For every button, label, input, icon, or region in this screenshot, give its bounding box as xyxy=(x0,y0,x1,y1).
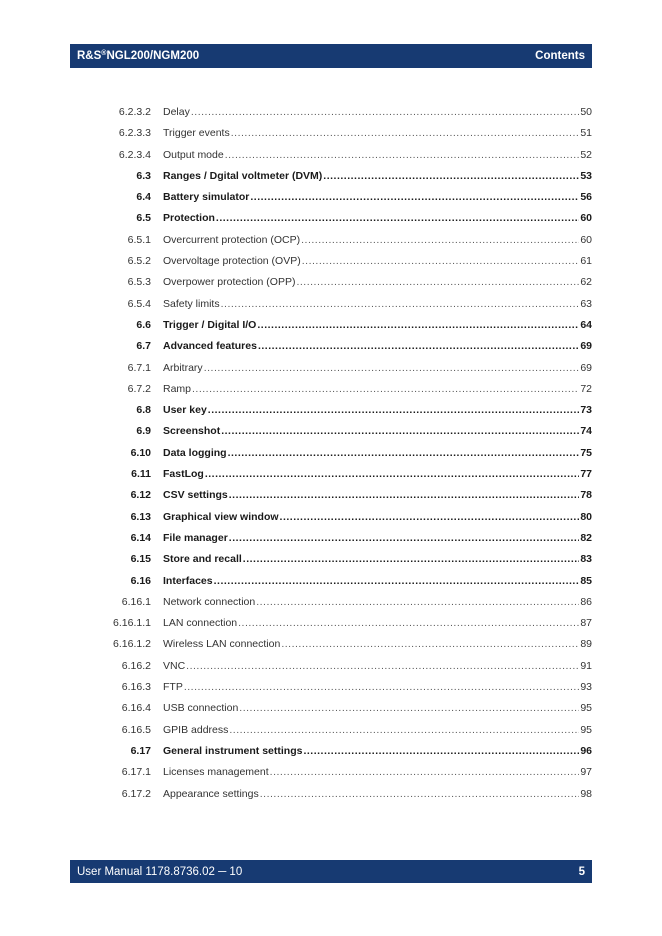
toc-entry[interactable] xyxy=(100,298,592,319)
toc-entry-title[interactable]: LAN connection xyxy=(163,617,238,630)
toc-entry-number: 6.7 xyxy=(136,340,151,353)
toc-entry-title[interactable]: Network connection xyxy=(163,595,256,608)
toc-entry-title[interactable]: Ranges / Dgital voltmeter (DVM) xyxy=(163,169,323,182)
toc-entry-number: 6.8 xyxy=(136,404,151,417)
toc-entry-page[interactable]: 89 xyxy=(580,638,592,651)
toc-entry-title[interactable]: Store and recall xyxy=(163,553,242,566)
toc-entry-page[interactable]: 96 xyxy=(580,744,592,757)
toc-entry-page[interactable]: 56 xyxy=(580,191,592,204)
toc-entry-number: 6.5 xyxy=(136,212,151,225)
toc-entry[interactable] xyxy=(100,681,592,702)
toc-entry-page[interactable]: 75 xyxy=(580,446,592,459)
toc-entry-page[interactable]: 69 xyxy=(580,361,592,374)
manual-label: User Manual 1178.8736.02 ─ 10 xyxy=(77,865,243,878)
toc-entry-title[interactable]: FTP xyxy=(163,681,183,694)
toc-leader-dots xyxy=(323,170,579,182)
toc-entry-number: 6.16 xyxy=(130,574,151,587)
toc-leader-dots xyxy=(296,276,579,288)
toc-entry[interactable] xyxy=(100,383,592,404)
toc-entry-title[interactable]: Overvoltage protection (OVP) xyxy=(163,255,301,268)
toc-entry-number: 6.2.3.2 xyxy=(118,106,151,118)
toc-entry-page[interactable]: 77 xyxy=(580,468,592,481)
toc-leader-dots xyxy=(257,319,579,331)
toc-entry[interactable] xyxy=(100,575,592,596)
toc-entry-page[interactable]: 83 xyxy=(580,553,592,566)
toc-entry-title[interactable]: Screenshot xyxy=(163,425,221,438)
toc-entry-number: 6.2.3.4 xyxy=(118,148,151,161)
toc-entry-number: 6.3 xyxy=(136,169,151,182)
toc-entry-title[interactable]: CSV settings xyxy=(163,489,228,502)
toc-entry-title[interactable]: Overcurrent protection (OCP) xyxy=(163,233,301,246)
table-of-contents xyxy=(100,106,592,809)
toc-entry-page[interactable]: 95 xyxy=(580,723,592,736)
toc-leader-dots xyxy=(270,766,580,778)
toc-entry[interactable] xyxy=(100,170,592,191)
toc-entry-page[interactable]: 91 xyxy=(580,659,592,672)
toc-entry-number: 6.5.4 xyxy=(127,297,151,310)
toc-entry-number: 6.14 xyxy=(130,531,151,544)
toc-entry-title[interactable]: Licenses management xyxy=(163,766,269,779)
toc-leader-dots xyxy=(186,660,579,672)
toc-entry-number: 6.4 xyxy=(136,191,151,204)
toc-entry-page[interactable]: 86 xyxy=(580,595,592,608)
toc-entry-number: 6.5.1 xyxy=(127,233,151,246)
toc-entry-number: 6.12 xyxy=(130,489,151,502)
toc-entry-number: 6.7.2 xyxy=(127,382,151,395)
toc-entry-title[interactable]: Trigger events xyxy=(163,127,230,140)
section-title: Contents xyxy=(535,50,585,62)
toc-entry-page[interactable]: 63 xyxy=(580,297,592,310)
toc-entry[interactable] xyxy=(100,532,592,553)
toc-entry-title[interactable]: Data logging xyxy=(163,446,227,459)
toc-entry-number: 6.5.3 xyxy=(127,276,151,289)
toc-entry-page[interactable]: 73 xyxy=(580,404,592,417)
toc-entry-page[interactable]: 78 xyxy=(580,489,592,502)
toc-entry-page[interactable]: 50 xyxy=(580,106,592,118)
toc-entry-number: 6.16.1 xyxy=(121,595,151,608)
toc-entry[interactable] xyxy=(100,553,592,574)
toc-entry[interactable] xyxy=(100,745,592,766)
toc-entry-title[interactable]: Delay xyxy=(163,106,190,118)
toc-entry[interactable] xyxy=(100,276,592,297)
toc-leader-dots xyxy=(260,788,580,800)
toc-entry-title[interactable]: General instrument settings xyxy=(163,744,303,757)
page-number: 5 xyxy=(578,865,585,878)
toc-leader-dots xyxy=(204,362,580,374)
toc-entry-page[interactable]: 52 xyxy=(580,148,592,161)
toc-entry-page[interactable]: 51 xyxy=(580,127,592,140)
toc-leader-dots xyxy=(216,212,579,224)
toc-entry-page[interactable]: 60 xyxy=(580,212,592,225)
toc-leader-dots xyxy=(280,511,580,523)
toc-leader-dots xyxy=(231,127,580,139)
toc-entry-page[interactable]: 85 xyxy=(580,574,592,587)
toc-entry-title[interactable]: Ramp xyxy=(163,382,192,395)
toc-entry-page[interactable]: 53 xyxy=(580,169,592,182)
toc-entry-page[interactable]: 80 xyxy=(580,510,592,523)
toc-entry-number: 6.6 xyxy=(136,318,151,331)
toc-entry-number: 6.2.3.3 xyxy=(118,127,151,140)
toc-entry-title[interactable]: Overpower protection (OPP) xyxy=(163,276,296,289)
toc-entry[interactable] xyxy=(100,511,592,532)
toc-leader-dots xyxy=(243,553,580,565)
product-title: R&S®NGL200/NGM200 xyxy=(77,50,200,62)
toc-entry-number: 6.9 xyxy=(136,425,151,438)
toc-leader-dots xyxy=(238,617,579,629)
toc-entry[interactable] xyxy=(100,362,592,383)
toc-entry-number: 6.7.1 xyxy=(127,361,151,374)
toc-leader-dots xyxy=(191,106,579,118)
toc-entry[interactable] xyxy=(100,638,592,659)
toc-leader-dots xyxy=(205,468,579,480)
toc-entry-title[interactable]: VNC xyxy=(163,659,186,672)
toc-leader-dots xyxy=(184,681,579,693)
toc-leader-dots xyxy=(229,724,579,736)
toc-entry[interactable] xyxy=(100,404,592,425)
toc-leader-dots xyxy=(214,575,580,587)
toc-entry[interactable] xyxy=(100,766,592,787)
toc-leader-dots xyxy=(302,255,580,267)
toc-entry[interactable] xyxy=(100,106,592,127)
toc-entry-number: 6.16.2 xyxy=(121,659,151,672)
toc-entry-number: 6.16.1.1 xyxy=(113,617,151,630)
toc-entry-page[interactable]: 69 xyxy=(580,340,592,353)
toc-leader-dots xyxy=(229,489,580,501)
toc-entry-number: 6.17.1 xyxy=(121,766,151,779)
toc-leader-dots xyxy=(221,298,580,310)
toc-leader-dots xyxy=(301,234,579,246)
toc-entry-title[interactable]: Trigger / Digital I/O xyxy=(163,318,257,331)
toc-entry[interactable] xyxy=(100,617,592,638)
toc-entry-title[interactable]: User key xyxy=(163,404,207,417)
toc-entry-number: 6.5.2 xyxy=(127,255,151,268)
toc-entry-number: 6.10 xyxy=(130,446,151,459)
toc-entry-title[interactable]: FastLog xyxy=(163,468,204,481)
toc-entry-title[interactable]: Arbitrary xyxy=(163,361,203,374)
toc-leader-dots xyxy=(239,702,579,714)
toc-entry-page[interactable]: 72 xyxy=(580,382,592,395)
toc-entry-number: 6.11 xyxy=(131,468,151,481)
toc-entry-title[interactable]: Battery simulator xyxy=(163,191,250,204)
toc-entry-page[interactable]: 82 xyxy=(580,531,592,544)
toc-leader-dots xyxy=(303,745,579,757)
toc-entry-title[interactable]: Output mode xyxy=(163,148,224,161)
toc-entry[interactable] xyxy=(100,596,592,617)
toc-entry[interactable] xyxy=(100,212,592,233)
toc-leader-dots xyxy=(225,149,580,161)
toc-entry[interactable] xyxy=(100,255,592,276)
toc-entry-page[interactable]: 98 xyxy=(580,787,592,800)
toc-entry[interactable] xyxy=(100,447,592,468)
page-header xyxy=(70,44,592,68)
toc-entry-title[interactable]: Advanced features xyxy=(163,340,257,353)
toc-entry[interactable] xyxy=(100,788,592,809)
toc-entry-number: 6.17.2 xyxy=(121,787,151,800)
toc-entry-page[interactable]: 93 xyxy=(580,681,592,694)
toc-entry-title[interactable]: Appearance settings xyxy=(163,787,259,800)
toc-entry[interactable] xyxy=(100,149,592,170)
toc-entry[interactable] xyxy=(100,234,592,255)
toc-leader-dots xyxy=(256,596,579,608)
toc-entry[interactable] xyxy=(100,319,592,340)
toc-entry-page[interactable]: 61 xyxy=(580,255,592,268)
toc-leader-dots xyxy=(250,191,579,203)
toc-entry[interactable] xyxy=(100,127,592,148)
toc-entry-number: 6.16.5 xyxy=(121,723,151,736)
toc-entry[interactable] xyxy=(100,468,592,489)
toc-entry-title[interactable]: Wireless LAN connection xyxy=(163,638,281,651)
toc-leader-dots xyxy=(281,638,579,650)
toc-entry-title[interactable]: GPIB address xyxy=(163,723,229,736)
toc-entry[interactable] xyxy=(100,702,592,723)
toc-leader-dots xyxy=(208,404,580,416)
toc-entry[interactable] xyxy=(100,340,592,361)
toc-entry-page[interactable]: 87 xyxy=(580,617,592,630)
toc-entry[interactable] xyxy=(100,489,592,510)
page-footer xyxy=(70,860,592,883)
toc-entry-number: 6.13 xyxy=(130,510,151,523)
toc-entry-page[interactable]: 64 xyxy=(580,318,592,331)
toc-leader-dots xyxy=(221,425,579,437)
toc-entry-number: 6.16.3 xyxy=(121,681,151,694)
toc-leader-dots xyxy=(228,447,580,459)
toc-entry-page[interactable]: 74 xyxy=(580,425,592,438)
toc-entry-title[interactable]: USB connection xyxy=(163,702,239,715)
toc-entry[interactable] xyxy=(100,425,592,446)
toc-entry-number: 6.16.4 xyxy=(121,702,151,715)
toc-entry-title[interactable]: Safety limits xyxy=(163,297,220,310)
toc-entry-title[interactable]: Interfaces xyxy=(163,574,213,587)
toc-leader-dots xyxy=(258,340,579,352)
toc-leader-dots xyxy=(229,532,580,544)
toc-entry-page[interactable]: 97 xyxy=(580,766,592,779)
toc-entry-page[interactable]: 62 xyxy=(580,276,592,289)
toc-entry-page[interactable]: 95 xyxy=(580,702,592,715)
toc-entry[interactable] xyxy=(100,660,592,681)
toc-entry-page[interactable]: 60 xyxy=(580,233,592,246)
toc-entry-title[interactable]: Protection xyxy=(163,212,215,225)
toc-leader-dots xyxy=(192,383,579,395)
toc-entry-number: 6.16.1.2 xyxy=(113,638,151,651)
toc-entry-number: 6.17 xyxy=(130,744,151,757)
toc-entry-number: 6.15 xyxy=(130,553,151,566)
toc-entry-title[interactable]: Graphical view window xyxy=(163,510,279,523)
toc-entry[interactable] xyxy=(100,191,592,212)
toc-entry-title[interactable]: File manager xyxy=(163,531,228,544)
toc-entry[interactable] xyxy=(100,724,592,745)
